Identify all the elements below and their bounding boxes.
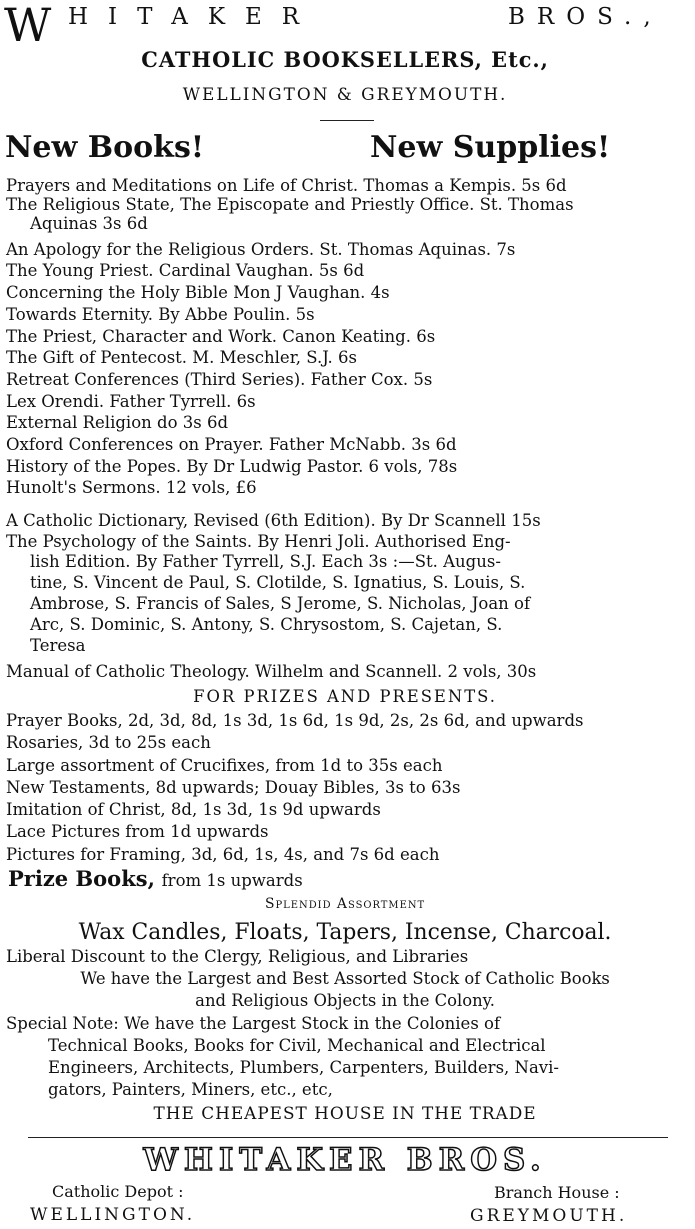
book-line: Hunolt's Sermons. 12 vols, £6 [6, 478, 257, 497]
prize-line: Imitation of Christ, 8d, 1s 3d, 1s 9d upwards [6, 800, 381, 819]
candles-line: Wax Candles, Floats, Tapers, Incense, Charcoal. [78, 920, 612, 945]
footer-branch-city: GREYMOUTH. [470, 1206, 628, 1226]
book-line: Retreat Conferences (Third Series). Father Cox. 5s [6, 370, 433, 389]
special-note-line: gators, Painters, Miners, etc., etc, [48, 1080, 333, 1099]
special-note-line: Technical Books, Books for Civil, Mechanical and Electrical [48, 1036, 546, 1055]
book-line: An Apology for the Religious Orders. St. Thomas Aquinas. 7s [6, 240, 516, 259]
book-line: A Catholic Dictionary, Revised (6th Edition). By Dr Scannell 15s [6, 511, 541, 530]
book-line: The Priest, Character and Work. Canon Keating. 6s [6, 327, 436, 346]
headline-new-supplies: New Supplies! [370, 130, 611, 165]
book-line: Ambrose, S. Francis of Sales, S Jerome, S. Nicholas, Joan of [30, 594, 531, 613]
book-line: lish Edition. By Father Tyrrell, S.J. Each 3s :—St. Augus- [30, 552, 501, 571]
splendid-assortment: Splendid Assortment [264, 896, 426, 912]
cheapest-house: THE CHEAPEST HOUSE IN THE TRADE [153, 1104, 537, 1124]
prize-books-label: Prize Books, [8, 866, 155, 891]
footer-rule [28, 1137, 668, 1138]
footer-depot-city: WELLINGTON. [30, 1205, 196, 1225]
special-note-line: Engineers, Architects, Plumbers, Carpenters, Builders, Navi- [48, 1058, 559, 1077]
footer-name: WHITAKER BROS. [143, 1142, 547, 1178]
stock-line-2: and Religious Objects in the Colony. [195, 991, 495, 1010]
stock-line-1: We have the Largest and Best Assorted Stock of Catholic Books [80, 969, 610, 988]
book-line: Towards Eternity. By Abbe Poulin. 5s [6, 305, 315, 324]
book-line: History of the Popes. By Dr Ludwig Pastor. 6 vols, 78s [6, 457, 458, 476]
headline-new-books: New Books! [5, 130, 204, 165]
book-line: The Young Priest. Cardinal Vaughan. 5s 6d [6, 261, 365, 280]
discount-line: Liberal Discount to the Clergy, Religious, and Libraries [6, 947, 469, 966]
book-line: Teresa [30, 636, 86, 655]
book-line: The Religious State, The Episcopate and Priestly Office. St. Thomas [6, 195, 574, 214]
book-line: The Psychology of the Saints. By Henri Joli. Authorised Eng- [6, 532, 511, 551]
prize-line: Rosaries, 3d to 25s each [6, 733, 211, 752]
masthead-bros: BROS., [508, 4, 663, 30]
prize-line: Pictures for Framing, 3d, 6d, 1s, 4s, and 7s 6d each [6, 845, 440, 864]
book-line: External Religion do 3s 6d [6, 413, 229, 432]
prize-line: Lace Pictures from 1d upwards [6, 822, 269, 841]
book-line: Concerning the Holy Bible Mon J Vaughan. 4s [6, 283, 390, 302]
footer-depot-label: Catholic Depot : [52, 1182, 184, 1201]
masthead-rule [320, 120, 374, 121]
prize-line: Prayer Books, 2d, 3d, 8d, 1s 3d, 1s 6d, 1s 9d, 2s, 2s 6d, and upwards [6, 711, 584, 730]
book-line: Lex Orendi. Father Tyrrell. 6s [6, 392, 256, 411]
book-line: Aquinas 3s 6d [30, 214, 148, 233]
prize-books-rest: from 1s upwards [161, 871, 303, 890]
prize-line: Large assortment of Crucifixes, from 1d to 35s each [6, 756, 443, 775]
prize-books-line [8, 866, 303, 894]
masthead-trade: CATHOLIC BOOKSELLERS, Etc., [141, 47, 549, 72]
prizes-heading: FOR PRIZES AND PRESENTS. [193, 687, 497, 706]
footer-branch-label: Branch House : [494, 1183, 620, 1202]
masthead-initial: W [4, 0, 52, 52]
special-note-line: Special Note: We have the Largest Stock in the Colonies of [6, 1014, 501, 1033]
book-line: Prayers and Meditations on Life of Christ. Thomas a Kempis. 5s 6d [6, 176, 567, 195]
prize-line: New Testaments, 8d upwards; Douay Bibles, 3s to 63s [6, 778, 461, 797]
book-line: Arc, S. Dominic, S. Antony, S. Chrysostom, S. Cajetan, S. [30, 615, 503, 634]
book-line: Manual of Catholic Theology. Wilhelm and Scannell. 2 vols, 30s [6, 662, 537, 681]
book-line: The Gift of Pentecost. M. Meschler, S.J. 6s [6, 348, 358, 367]
masthead-name: HITAKER [68, 4, 320, 30]
book-line: tine, S. Vincent de Paul, S. Clotilde, S. Ignatius, S. Louis, S. [30, 573, 526, 592]
masthead-locations: WELLINGTON & GREYMOUTH. [182, 85, 508, 105]
book-line: Oxford Conferences on Prayer. Father McNabb. 3s 6d [6, 435, 457, 454]
